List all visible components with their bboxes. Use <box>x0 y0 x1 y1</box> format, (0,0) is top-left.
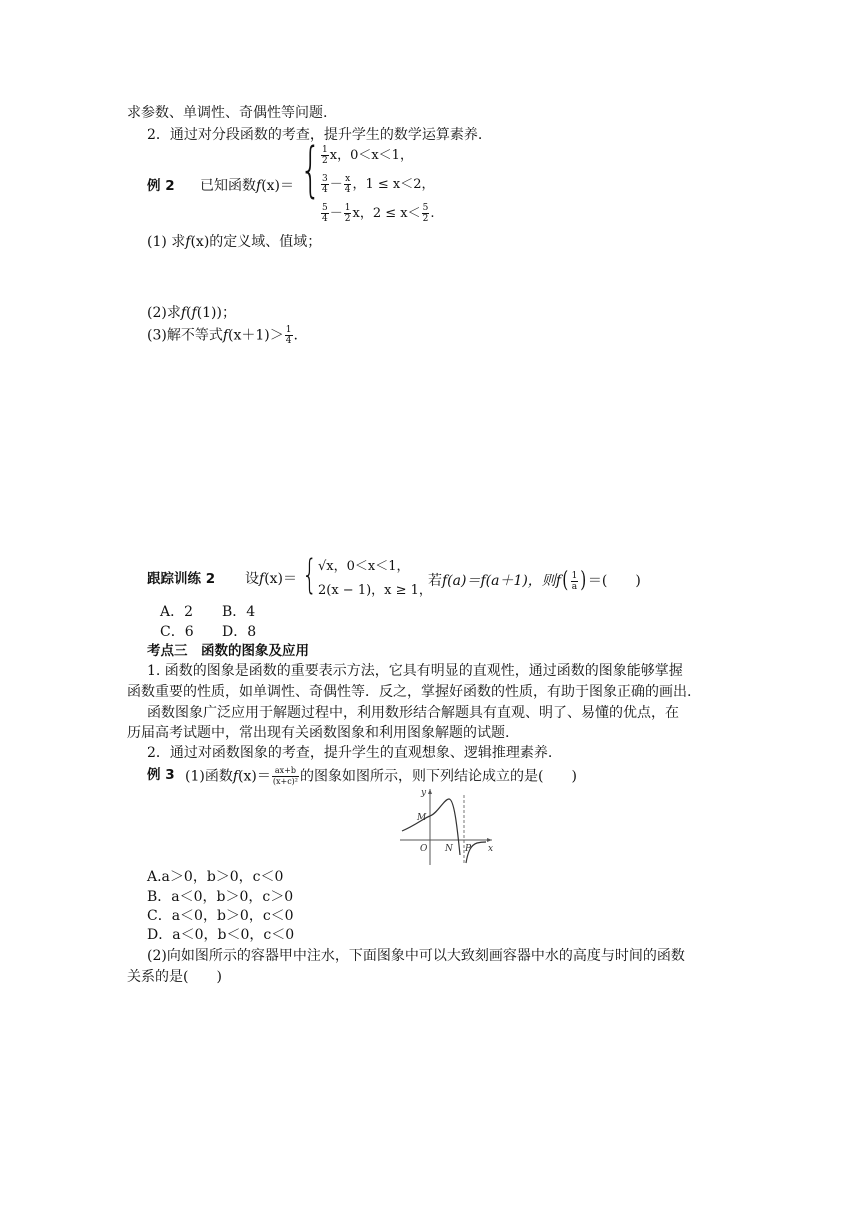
example3-opt-d: D．a＜0，b＜0，c＜0 <box>147 927 295 943</box>
frac-1-2b: $\frac{1}{2}$ <box>344 203 351 224</box>
example2-q1: (1) 求f(x)的定义域、值域； <box>147 234 322 250</box>
frac-1-a: $\frac{1}{a}$ <box>571 570 578 592</box>
training2-lead: 设f(x)＝ <box>245 571 298 587</box>
example3-q2-line2: 关系的是( ) <box>127 969 222 985</box>
training2-label: 跟踪训练 2 <box>147 571 216 587</box>
training2-piece-1: √x，0＜x＜1， <box>318 559 410 574</box>
training2-piece-2: 2(x − 1)，x ≥ 1， <box>318 583 432 598</box>
example2-label: 例 2 <box>147 178 175 194</box>
frac-5-4: $\frac{5}{4}$ <box>322 203 328 224</box>
section3-p2-line1: 函数图象广泛应用于解题过程中，利用数形结合解题具有直观、明了、易懂的优点，在 <box>147 705 679 721</box>
n-label: N <box>445 844 453 854</box>
example3-opt-b: B．a＜0，b＞0，c＞0 <box>147 889 294 905</box>
y-label: y <box>421 788 427 798</box>
frac-5-2: $\frac{5}{2}$ <box>422 203 429 224</box>
example3-opt-a: A.a＞0，b＞0，c＜0 <box>147 869 284 885</box>
training2-opt-a: A．2 <box>160 604 194 620</box>
piece-2-cond: ，1 ≤ x＜2， <box>352 177 435 192</box>
example2-q2: (2)求f(f(1))； <box>147 305 236 321</box>
training2-opt-c: C．6 <box>160 624 194 640</box>
piece-3-mid: x，2 ≤ x＜ <box>352 206 421 221</box>
example3-q2-line1: (2)向如图所示的容器甲中注水，下面图象中可以大致刻画容器中水的高度与时间的函数 <box>147 948 685 964</box>
example3-opt-c: C．a＜0，b＞0，c＜0 <box>147 908 294 924</box>
y-axis-arrow <box>428 789 432 794</box>
example2-q3: (3)解不等式f(x＋1)＞ $\frac{1}{4}$ . <box>147 325 298 346</box>
point-2: 2．通过对分段函数的考查，提升学生的数学运算素养. <box>147 127 483 143</box>
origin-label: O <box>420 844 428 854</box>
section3-p1-line2: 函数重要的性质，如单调性、奇偶性等．反之，掌握好函数的性质，有助于图象正确的画出. <box>127 684 692 700</box>
piece-3: $\frac{5}{4}$ － $\frac{1}{2}$ x，2 ≤ x＜ $\frac{5}{2}$ . <box>322 203 435 224</box>
x-label: x <box>488 844 494 854</box>
section3-p2-line2: 历届高考试题中，常出现有关函数图象和利用图象解题的试题. <box>127 725 510 741</box>
x-axis-arrow <box>487 838 492 842</box>
frac-x-4: $\frac{x}{4}$ <box>344 174 351 195</box>
piece-2: $\frac{3}{4}$ － $\frac{x}{4}$ ，1 ≤ x＜2， <box>322 174 435 195</box>
section3-p1-line1: 1. 函数的图象是函数的重要表示方法，它具有明显的直观性，通过函数的图象能够掌握 <box>147 663 683 679</box>
frac-3-4: $\frac{3}{4}$ <box>322 174 328 195</box>
example2-lead-text: 已知函数 <box>200 178 256 194</box>
piece-1 <box>320 145 413 166</box>
piece-1-expr: x，0＜x＜1， <box>329 148 413 163</box>
function-var: (x)＝ <box>261 178 295 194</box>
m-label: M <box>417 813 427 823</box>
frac-1-2: $\frac{1}{2}$ <box>322 145 328 166</box>
p-label: P <box>465 844 472 854</box>
example3-label: 例 3 <box>147 767 175 783</box>
function-graph <box>396 785 496 867</box>
function-name: f <box>256 178 262 194</box>
section3-heading: 考点三 函数的图象及应用 <box>147 643 309 659</box>
training2-opt-b: B．4 <box>222 604 256 620</box>
example3-lead: (1)函数f(x)＝ $\frac{ax+b}{\text{(x+c)²}}$ 的图象如图所示，则下列结论成立的是( ) <box>185 766 577 786</box>
section3-p3: 2．通过对函数图象的考查，提升学生的直观想象、逻辑推理素养. <box>147 745 553 761</box>
frac-1-4: $\frac{1}{4}$ <box>285 325 292 346</box>
intro-line: 求参数、单调性、奇偶性等问题. <box>127 105 328 121</box>
training2-brace: { <box>302 552 318 598</box>
piecewise-brace: { <box>300 135 322 205</box>
frac-ax-b: $\frac{ax+b}{\text{(x+c)²}}$ <box>272 766 299 786</box>
training2-opt-d: D．8 <box>222 624 257 640</box>
training2-cond: 若f(a)＝f(a＋1)，则f( $\frac{1}{a}$ )＝( ) <box>428 568 641 593</box>
example2-lead <box>200 177 294 195</box>
